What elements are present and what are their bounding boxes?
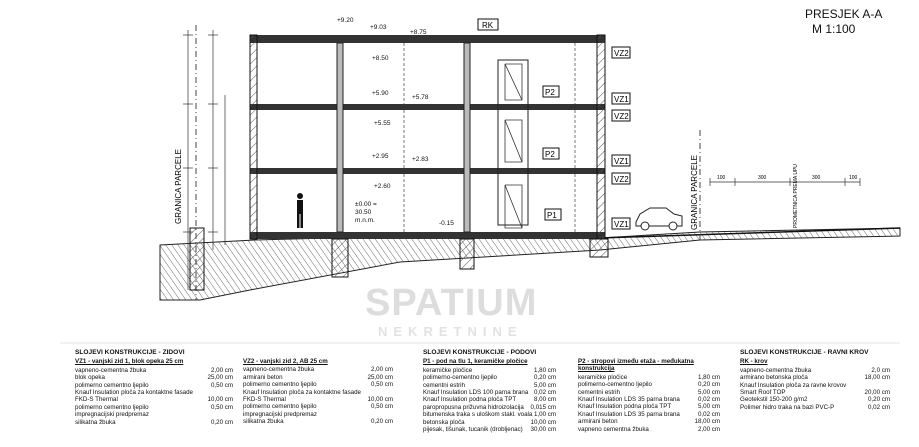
layer-material: Smart Roof TOP xyxy=(740,389,786,397)
layer-row xyxy=(740,382,890,389)
scale-label: M 1:100 xyxy=(812,22,856,36)
level-markers xyxy=(337,17,454,227)
layer-row xyxy=(75,411,233,418)
layer-row xyxy=(75,404,233,411)
car xyxy=(636,208,682,230)
layer-thickness: 0,20 cm xyxy=(210,418,233,426)
level-zero-altitude: 30.50 xyxy=(355,209,372,216)
layer-material: Knauf Insulation LDS 100 parna brana xyxy=(423,389,529,397)
table-vz2 xyxy=(243,358,393,426)
layer-row xyxy=(740,404,890,411)
watermark-subtitle: NEKRETNINE xyxy=(378,324,523,339)
layer-row xyxy=(75,367,233,374)
layer-row xyxy=(740,374,890,381)
level-zero-unit: m.n.m. xyxy=(355,217,375,224)
layer-row xyxy=(423,374,556,381)
section-title: PRESJEK A-A xyxy=(805,7,883,21)
layer-thickness: 0,015 cm xyxy=(530,403,556,411)
layer-material: paropropusna prižuvna hidroizolacija xyxy=(423,403,524,411)
layer-thickness: 0,50 cm xyxy=(210,381,233,389)
layer-material: impregnacijski predpremaz xyxy=(75,411,149,419)
layer-material: Knauf Insulation podna ploča TPT xyxy=(578,403,672,411)
layer-thickness: 1,80 cm xyxy=(697,373,720,381)
tag-vz2: VZ2 xyxy=(614,175,629,184)
layer-row xyxy=(423,411,556,418)
layer-material: cementni estrih xyxy=(423,381,465,389)
layer-row xyxy=(243,418,393,425)
layer-material: FKD-S Thermal xyxy=(243,396,286,404)
layer-row xyxy=(578,403,720,410)
layer-material: vapneno cementna žbuka xyxy=(578,425,649,433)
tag-vz1: VZ1 xyxy=(614,220,629,229)
svg-text:300: 300 xyxy=(758,175,767,181)
layer-thickness: 5,00 cm xyxy=(533,381,556,389)
table-walls xyxy=(75,349,233,426)
staircase xyxy=(505,64,522,228)
layer-row xyxy=(75,419,233,426)
floor-slabs xyxy=(250,35,605,239)
retaining-wall xyxy=(190,228,204,290)
layer-material: cementni estrih xyxy=(578,388,620,396)
rk-rows xyxy=(740,367,890,411)
layer-thickness: 18,00 cm xyxy=(864,374,890,382)
layer-thickness: 2,00 cm xyxy=(210,366,233,374)
layer-material: armirani beton xyxy=(578,418,618,426)
layer-thickness: 10,00 cm xyxy=(207,396,233,404)
layer-row xyxy=(578,418,720,425)
layer-material: FKD-S Thermal xyxy=(75,396,118,404)
layer-thickness: 0,50 cm xyxy=(370,381,393,389)
layer-material: silikatna žbuka xyxy=(243,418,284,426)
svg-text:300: 300 xyxy=(812,175,821,181)
layer-row xyxy=(243,389,393,396)
layer-row xyxy=(740,367,890,374)
layer-material: impregnacijski predpremaz xyxy=(243,410,317,418)
layer-row xyxy=(423,382,556,389)
layer-material: vapneno-cementna žbuka xyxy=(740,366,812,374)
layer-thickness: 30,00 cm xyxy=(530,426,556,434)
p1-rows xyxy=(423,367,556,434)
layer-thickness: 25,00 cm xyxy=(207,374,233,382)
level-9-20: +9.20 xyxy=(337,17,354,24)
layer-row xyxy=(578,426,720,433)
layer-row xyxy=(75,396,233,403)
tag-vz2: VZ2 xyxy=(614,112,629,121)
vz2-rows xyxy=(243,366,393,425)
granica-parcele-right: GRANICA PARCELE xyxy=(690,155,699,230)
tag-p1: P1 xyxy=(547,211,557,220)
layer-row xyxy=(75,389,233,396)
tag-vz2: VZ2 xyxy=(614,49,629,58)
layer-material: polimerno cementno ljepilo xyxy=(75,403,149,411)
layer-material: Knauf Insulation podna ploča TPT xyxy=(423,396,517,404)
level-5-90: +5.90 xyxy=(372,90,389,97)
p1-title: P1 - pod na tlu 1, keramičke pločice xyxy=(423,358,528,366)
layer-thickness: 0,20 cm xyxy=(370,418,393,426)
layer-row xyxy=(423,396,556,403)
layer-material: blok opeka xyxy=(75,374,105,382)
level-5-55: +5.55 xyxy=(374,120,391,127)
layer-row xyxy=(243,396,393,403)
layer-thickness: 2,00 cm xyxy=(697,425,720,433)
watermark-logo: SPATIUM xyxy=(365,282,538,324)
layer-thickness: 8,00 cm xyxy=(533,396,556,404)
layer-material: Knauf Insulation ploča za ravne krovov xyxy=(740,381,847,389)
layer-row xyxy=(423,404,556,411)
layer-material: Geotekstil 150-200 g/m2 xyxy=(740,396,808,404)
table-roof xyxy=(740,349,890,411)
layer-material: Knauf Insulation LDS 35 parna brana xyxy=(578,410,680,418)
layer-thickness: 0,50 cm xyxy=(210,403,233,411)
wall-tags xyxy=(543,47,630,229)
layer-thickness: 20,00 cm xyxy=(864,389,890,397)
layer-material: polimerno cementno ljepilo xyxy=(75,381,149,389)
level-zero: ±0.00 = xyxy=(355,201,377,208)
layer-thickness: 0,02 cm xyxy=(697,410,720,418)
tag-p2: P2 xyxy=(545,150,555,159)
level-9-03: +9.03 xyxy=(370,24,387,31)
layer-row xyxy=(423,389,556,396)
walls xyxy=(250,35,605,239)
layer-row xyxy=(423,426,556,433)
layer-material: armirani beton xyxy=(243,373,283,381)
layer-material: polimerno cementno ljepilo xyxy=(243,381,317,389)
tag-vz1: VZ1 xyxy=(614,157,629,166)
layer-material: pijesak, tišunak, tucanik (drobljenac) xyxy=(423,426,523,434)
layer-thickness: 1,00 cm xyxy=(533,411,556,419)
rk-title: RK - krov xyxy=(740,358,768,366)
layer-material: Knauf Insulation LDS 35 parna brana xyxy=(578,396,680,404)
layer-material: armirano betonska ploča xyxy=(740,374,808,382)
layer-thickness: 0,20 cm xyxy=(533,374,556,382)
layer-material: Knauf Insulation ploča za kontaktne fasade xyxy=(243,388,361,396)
layer-material: bitumenska traka s uloškom stakl. voala xyxy=(423,411,533,419)
layer-material: keramičke pločice xyxy=(423,366,473,374)
layer-material: polimerno cementno ljepilo xyxy=(243,403,317,411)
layer-thickness: 1,80 cm xyxy=(533,366,556,374)
layer-material: silikatna žbuka xyxy=(75,418,116,426)
p2-title: P2 - stropovi između etaža - međukatna konstrukcija xyxy=(578,358,694,373)
table-floors-title: SLOJEVI KONSTRUKCIJE - PODOVI xyxy=(423,349,537,356)
level-2-95: +2.95 xyxy=(372,153,389,160)
layer-thickness: 10,00 cm xyxy=(367,396,393,404)
level-8-75: +8.75 xyxy=(410,29,427,36)
layer-row xyxy=(578,374,720,381)
tag-vz1: VZ1 xyxy=(614,95,629,104)
window-openings xyxy=(404,43,575,232)
layer-row xyxy=(578,389,720,396)
layer-thickness: 0,20 cm xyxy=(697,381,720,389)
granica-parcele-left: GRANICA PARCELE xyxy=(174,149,183,224)
table-p2 xyxy=(578,358,720,433)
layer-material: Knauf Insulation ploča za kontaktne fasade xyxy=(75,389,193,397)
layer-row xyxy=(423,419,556,426)
layer-row xyxy=(578,411,720,418)
p2-rows xyxy=(578,374,720,433)
tag-rk xyxy=(478,19,498,30)
layer-material: vapneno-cementna žbuka xyxy=(75,366,147,374)
layer-thickness: 18,00 cm xyxy=(694,418,720,426)
level-5-78: +5.78 xyxy=(412,94,429,101)
layer-row xyxy=(740,396,890,403)
table-roof-title: SLOJEVI KONSTRUKCIJE - RAVNI KROV xyxy=(740,349,869,356)
layer-thickness: 25,00 cm xyxy=(367,373,393,381)
layer-material: Polimer hidro traka na bazi PVC-P xyxy=(740,403,835,411)
svg-text:100: 100 xyxy=(717,175,726,181)
layer-thickness: 0,02 cm xyxy=(697,396,720,404)
layer-row xyxy=(423,367,556,374)
layer-row xyxy=(243,411,393,418)
layer-thickness: 10,00 cm xyxy=(530,418,556,426)
layer-material: polimerno-cementno ljepilo xyxy=(578,381,652,389)
tag-p2: P2 xyxy=(545,88,555,97)
layer-material: keramičke pločice xyxy=(578,373,628,381)
table-walls-title: SLOJEVI KONSTRUKCIJE - ZIDOVI xyxy=(75,349,185,356)
level-8-50: +8.50 xyxy=(372,55,389,62)
vz1-title: VZ1 - vanjski zid 1, blok opeka 25 cm xyxy=(75,358,184,366)
layer-thickness: 5,00 cm xyxy=(697,388,720,396)
layer-row xyxy=(740,389,890,396)
svg-text:RK: RK xyxy=(482,21,494,30)
layer-row xyxy=(578,396,720,403)
table-floors xyxy=(423,349,556,433)
vz2-title: VZ2 - vanjski zid 2, AB 25 cm xyxy=(243,358,328,365)
level-minus-0-15: -0.15 xyxy=(439,220,454,227)
layer-thickness: 0,20 cm xyxy=(867,396,890,404)
layer-thickness: 5,00 cm xyxy=(697,403,720,411)
layer-thickness: 0,02 cm xyxy=(533,389,556,397)
layer-thickness: 2,0 cm xyxy=(871,366,890,374)
layer-row xyxy=(243,374,393,381)
svg-text:100: 100 xyxy=(849,175,858,181)
layer-material: betonska ploča xyxy=(423,418,465,426)
layer-thickness: 0,02 cm xyxy=(867,403,890,411)
layer-row xyxy=(75,382,233,389)
layer-material: vapneno-cementna žbuka xyxy=(243,366,315,374)
layer-row xyxy=(578,381,720,388)
layer-row xyxy=(243,366,393,373)
layer-row xyxy=(243,403,393,410)
dimension-values xyxy=(717,175,858,181)
prometnica-label: PROMETNICA PREMA UPU xyxy=(793,164,799,228)
layer-material: polimerno-cementno ljepilo xyxy=(423,374,497,382)
level-2-83: +2.83 xyxy=(412,156,429,163)
person-figure xyxy=(297,193,303,228)
level-2-60: +2.60 xyxy=(374,183,391,190)
layer-thickness: 2,00 cm xyxy=(370,366,393,374)
layer-row xyxy=(243,381,393,388)
layer-thickness: 0,50 cm xyxy=(370,403,393,411)
vz1-rows xyxy=(75,367,233,426)
layer-row xyxy=(75,374,233,381)
